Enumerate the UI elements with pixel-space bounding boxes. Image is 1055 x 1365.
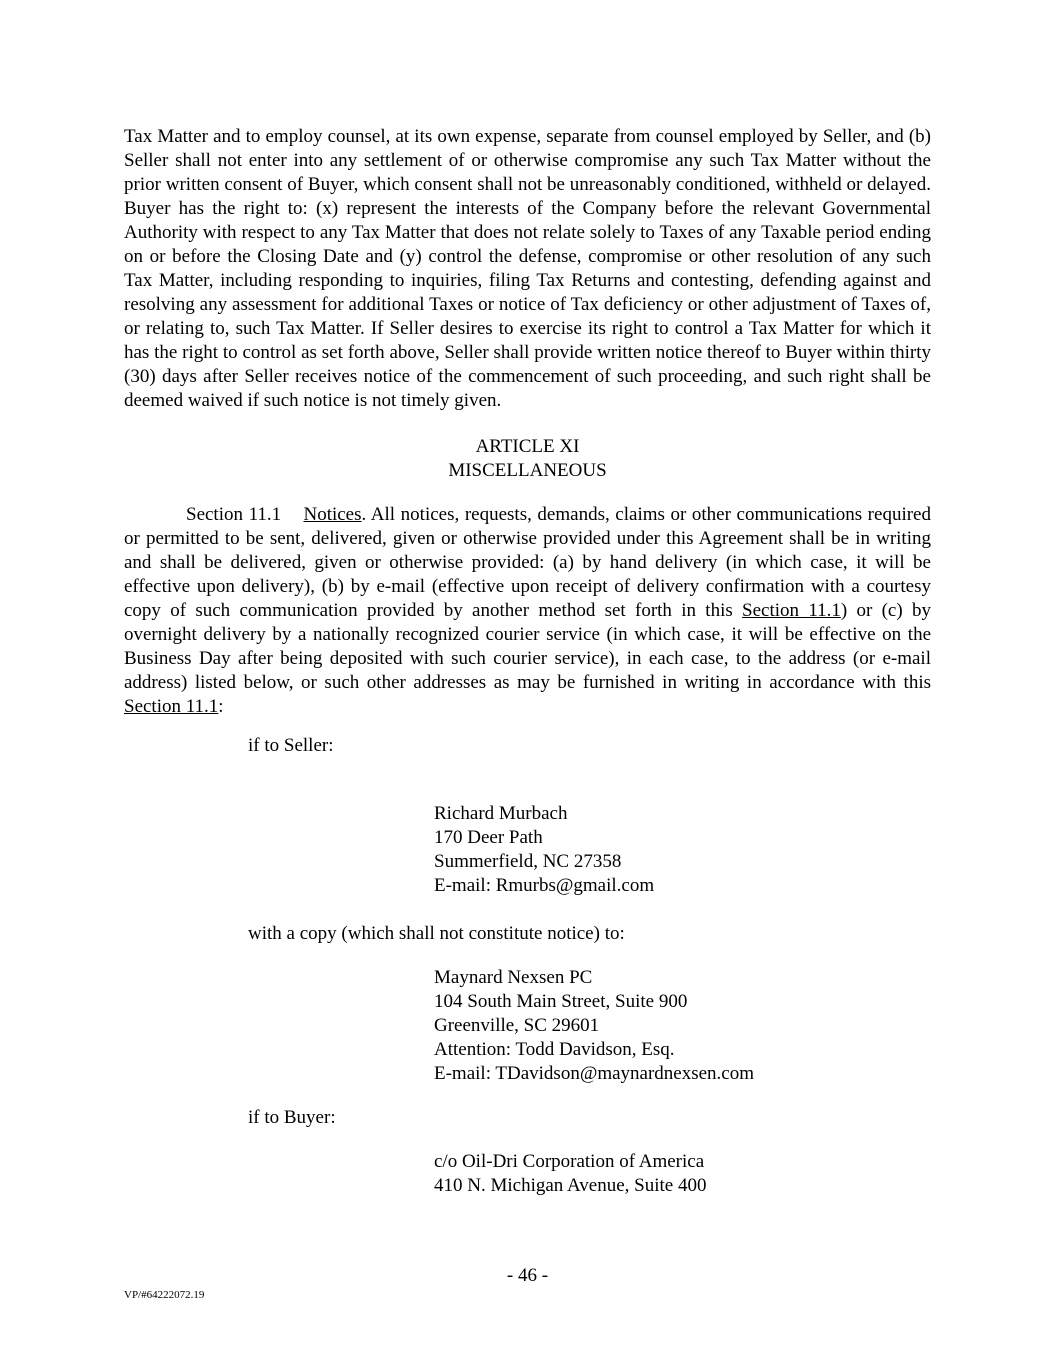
address-line: Richard Murbach xyxy=(434,803,568,824)
section-text-1: . All notices, requests, demands, claims or other communications required or permitted to be sent, delivered, given or otherwise provided under this Agreement shall be in writing and shall be delivered, given or otherwise provided: (a) by hand delivery (in which case, it will be effective upon delivery), (b) by e-mail (effective upon receipt of delivery confirmation with a courtesy copy of such communication provided by another method set forth in this xyxy=(124,504,931,621)
address-line: 104 South Main Street, Suite 900 xyxy=(434,991,688,1012)
copy-address xyxy=(434,966,754,1086)
address-line: E-mail: TDavidson@maynardnexsen.com xyxy=(434,1063,755,1084)
section-ref-1: Section 11.1 xyxy=(742,600,841,621)
seller-address xyxy=(434,802,654,898)
buyer-label: if to Buyer: xyxy=(248,1107,336,1128)
section-text-3: : xyxy=(218,696,224,717)
address-line: Maynard Nexsen PC xyxy=(434,967,593,988)
buyer-address xyxy=(434,1150,706,1198)
article-title: MISCELLANEOUS xyxy=(448,460,607,481)
address-line: 410 N. Michigan Avenue, Suite 400 xyxy=(434,1175,707,1196)
section-text-2: ) or (c) by overnight delivery by a nationally recognized courier service (in which case, it will be effective on the Business Day after being deposited with such courier service), in each case, to the address (or e-mail address) listed below, or such other addresses as may be furnished in writing in accordance with this xyxy=(124,600,931,693)
address-line: Attention: Todd Davidson, Esq. xyxy=(434,1039,675,1060)
section-title: Notices xyxy=(303,504,362,525)
section-ref-2: Section 11.1 xyxy=(124,696,219,717)
document-id: VP/#64222072.19 xyxy=(124,1289,205,1301)
address-line: Greenville, SC 29601 xyxy=(434,1015,600,1036)
section-paragraph xyxy=(124,503,931,719)
address-line: E-mail: Rmurbs@gmail.com xyxy=(434,875,655,896)
address-line: 170 Deer Path xyxy=(434,827,543,848)
section-number: Section 11.1 xyxy=(186,504,282,525)
article-number: ARTICLE XI xyxy=(475,436,580,457)
document-body xyxy=(124,125,931,719)
copy-label: with a copy (which shall not constitute notice) to: xyxy=(248,923,625,944)
address-line: Summerfield, NC 27358 xyxy=(434,851,622,872)
page-number: - 46 - xyxy=(506,1265,549,1286)
intro-paragraph: Tax Matter and to employ counsel, at its own expense, separate from counsel employed by Seller, and (b) Seller shall not enter into any settlement of or otherwise compromise any such Tax Matter without the prior written consent of Buyer, which consent shall not be unreasonably conditioned, withheld or delayed. Buyer has the right to: (x) represent the interests of the Company before the relevant Governmental Authority with respect to any Tax Matter that does not relate solely to Taxes of any Taxable period ending on or before the Closing Date and (y) control the defense, compromise or other resolution of any such Tax Matter, including responding to inquiries, filing Tax Returns and contesting, defending against and resolving any assessment for additional Taxes or notice of Tax deficiency or other adjustment of Taxes of, or relating to, such Tax Matter. If Seller desires to exercise its right to control a Tax Matter for which it has the right to control as set forth above, Seller shall provide written notice thereof to Buyer within thirty (30) days after Seller receives notice of the commencement of such proceeding, and such right shall be deemed waived if such notice is not timely given. xyxy=(124,126,931,411)
seller-label: if to Seller: xyxy=(248,735,334,756)
address-line: c/o Oil-Dri Corporation of America xyxy=(434,1151,705,1172)
